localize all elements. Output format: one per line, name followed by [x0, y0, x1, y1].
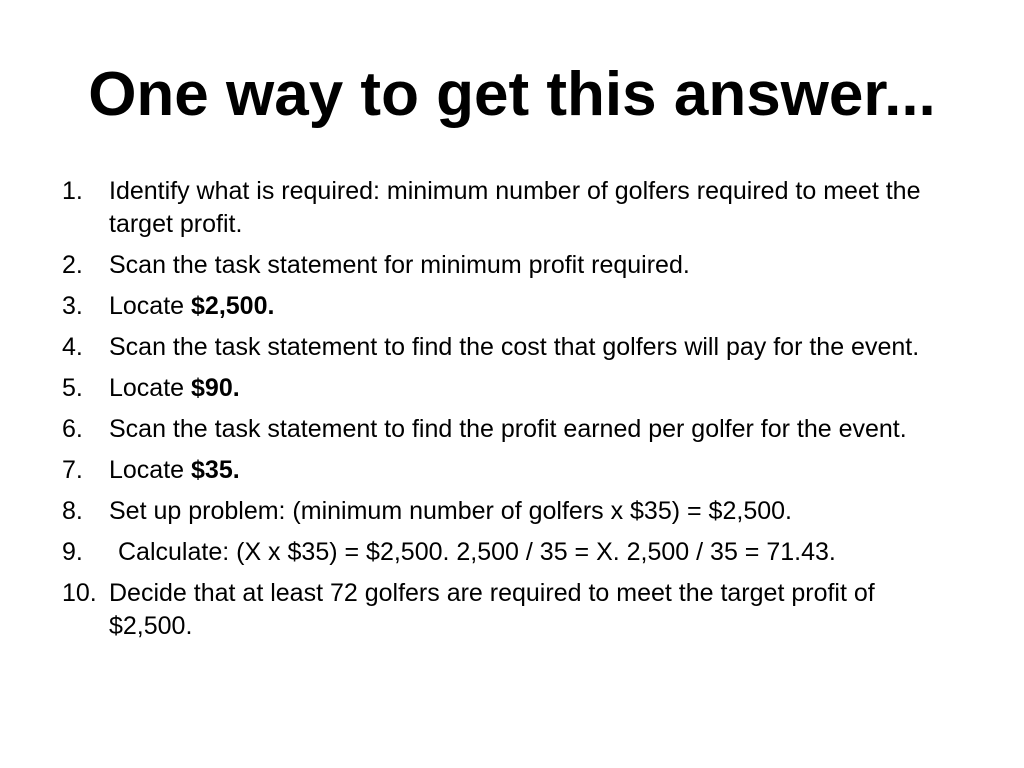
step-highlight: $90.: [191, 374, 240, 402]
step-text: Locate: [109, 292, 192, 320]
step-item: [62, 331, 962, 364]
step-text: Identify what is required: minimum number of golfers required to meet the target profit.: [109, 177, 921, 238]
step-item: [62, 495, 962, 528]
step-text: Locate: [109, 374, 192, 402]
step-number: 8.: [62, 497, 83, 525]
step-item: [62, 249, 962, 282]
step-item: [62, 454, 962, 487]
step-highlight: $2,500.: [191, 292, 275, 320]
step-item: [62, 372, 962, 405]
step-number: 5.: [62, 374, 83, 402]
step-text: Decide that at least 72 golfers are required to meet the target profit of $2,500.: [109, 579, 875, 640]
step-text: Scan the task statement to find the profit earned per golfer for the event.: [109, 415, 907, 443]
step-number: 3.: [62, 292, 83, 320]
step-item: [62, 413, 962, 446]
step-number: 6.: [62, 415, 83, 443]
steps-list: [62, 175, 962, 651]
slide-title: One way to get this answer...: [88, 60, 936, 129]
step-text: Scan the task statement to find the cost that golfers will pay for the event.: [109, 333, 920, 361]
step-number: 1.: [62, 177, 83, 205]
step-number: 2.: [62, 251, 83, 279]
step-number: 4.: [62, 333, 83, 361]
step-text: Calculate: (X x $35) = $2,500. 2,500 / 35 = X. 2,500 / 35 = 71.43.: [118, 538, 836, 566]
step-text: Locate: [109, 456, 192, 484]
step-text: Set up problem: (minimum number of golfers x $35) = $2,500.: [109, 497, 792, 525]
step-highlight: $35.: [191, 456, 240, 484]
step-item: [62, 577, 962, 643]
step-item: [62, 175, 962, 241]
step-item: [62, 536, 962, 569]
step-number: 9.: [62, 538, 83, 566]
step-number: 10.: [62, 579, 97, 607]
step-item: [62, 290, 962, 323]
step-text: Scan the task statement for minimum profit required.: [109, 251, 690, 279]
step-number: 7.: [62, 456, 83, 484]
